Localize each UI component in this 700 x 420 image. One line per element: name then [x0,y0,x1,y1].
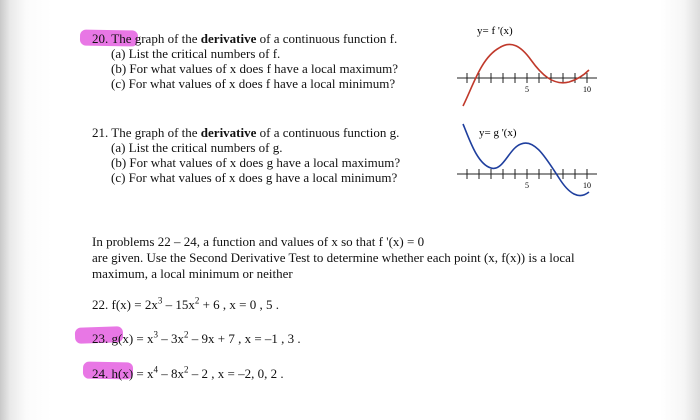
equation-24-prefix: 24. h(x) = x [92,366,154,381]
equation-23-suffix: – 9x + 7 , x = –1 , 3 . [188,331,301,346]
equation-24-exp1: 4 [153,364,158,375]
problem-20-number: 20. [92,31,109,46]
instructions-line-1: In problems 22 – 24, a function and values of x so that f '(x) = 0 [92,234,425,249]
equation-23-exp2: 2 [184,329,189,340]
equation-22-exp2: 2 [194,295,200,306]
graph-f-prime-curve [463,44,589,106]
graph-f-prime-label: y= f '(x) [477,25,513,37]
problem-21-stem [92,125,400,140]
instructions-line-2: are given. Use the Second Derivative Test to determine whether each point (x, f(x)) is a local [92,250,575,265]
equation-24-suffix: – 2 , x = –2, 0, 2 . [188,366,284,381]
problem-21-item-c: (c) For what values of x does g have a local minimum? [111,170,398,185]
equation-24 [92,366,284,381]
equation-24-mid: – 8x [158,366,184,381]
equation-23 [92,331,301,346]
problem-21-stem-before: The graph of the [111,125,201,140]
problem-20-item-a: (a) List the critical numbers of f. [111,46,281,61]
problem-20-stem-after: of a continuous function f. [256,31,398,46]
equation-24-exp2: 2 [184,364,189,375]
equation-23-mid: – 3x [158,331,184,346]
equation-22-exp1: 3 [157,295,163,306]
problem-20-stem-before: The graph of the [111,31,201,46]
problem-20-stem-bold: derivative [200,31,257,46]
problem-21-item-b: (b) For what values of x does g have a local maximum? [111,155,401,170]
problem-21-number: 21. [92,125,109,140]
problem-20-item-c: (c) For what values of x does f have a local minimum? [111,76,396,91]
graph-f-prime-tick-5: 5 [525,85,529,94]
graph-g-prime-label: y= g '(x) [479,127,517,139]
page-shadow-right [660,0,700,420]
problem-21-stem-after: of a continuous function g. [256,125,400,140]
graph-g-prime [455,120,605,210]
problem-20-stem [92,31,398,46]
graph-f-prime [455,20,605,120]
problem-21-item-a: (a) List the critical numbers of g. [111,140,283,155]
graph-g-prime-tick-10: 10 [583,181,591,190]
equation-22-prefix: 22. f(x) = 2x [92,297,158,312]
instructions-line-3: maximum, a local minimum or neither [92,266,293,281]
equation-22-mid: – 15x [162,297,195,312]
problem-21 [92,125,400,185]
graph-g-prime-tick-5: 5 [525,181,529,190]
equation-22 [92,297,279,312]
problem-21-stem-bold: derivative [200,125,257,140]
equation-23-prefix: 23. g(x) = x [92,331,154,346]
page-shadow-left [0,0,52,420]
equation-22-suffix: + 6 , x = 0 , 5 . [199,297,279,312]
graph-f-prime-tick-10: 10 [583,85,591,94]
equation-23-exp1: 3 [153,329,158,340]
instructions-paragraph [92,234,612,282]
problem-20-item-b: (b) For what values of x does f have a local maximum? [111,61,398,76]
problem-20 [92,31,398,91]
